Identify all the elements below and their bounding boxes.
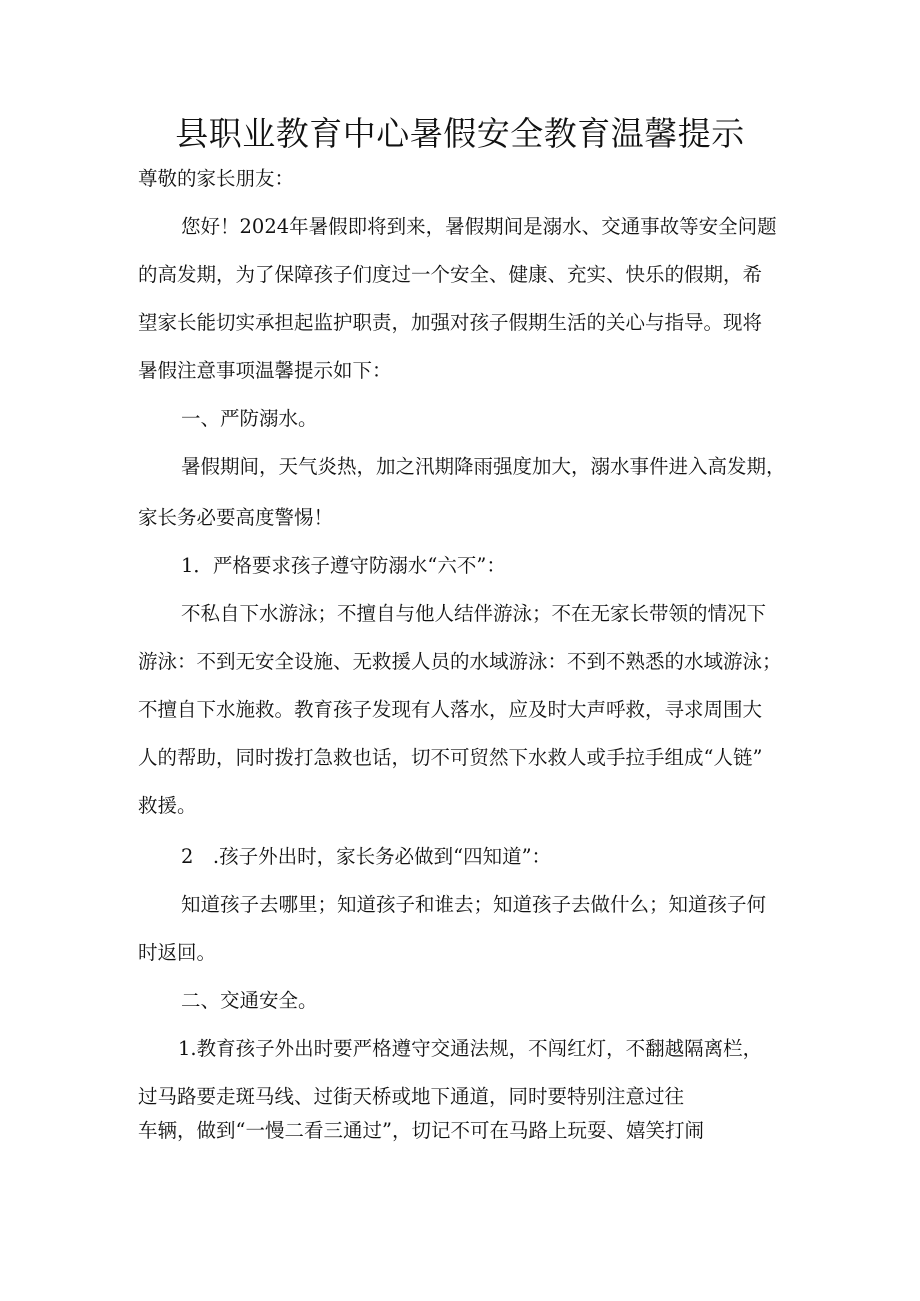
paragraph-line: 暑假注意事项温馨提示如下：	[138, 359, 392, 382]
paragraph-line: 车辆，做到“一慢二看三通过”，切记不可在马路上玩耍、嬉笑打闹	[138, 1119, 704, 1142]
paragraph-line: 不私自下水游泳；不擅自与他人结伴游泳；不在无家长带领的情况下	[181, 602, 767, 625]
salutation: 尊敬的家长朋友：	[138, 167, 295, 190]
section-heading: 一、严防溺水。	[181, 407, 318, 430]
paragraph-line: 不擅自下水施救。教育孩子发现有人落水，应及时大声呼救，寻求周围大	[138, 698, 763, 721]
paragraph-line: 1.教育孩子外出时要严格遵守交通法规，不闯红灯，不翻越隔离栏，	[178, 1037, 763, 1060]
paragraph-line: 的高发期，为了保障孩子们度过一个安全、健康、充实、快乐的假期，希	[138, 263, 763, 286]
paragraph-line: 救援。	[138, 794, 197, 817]
document-title: 县职业教育中心暑假安全教育温馨提示	[175, 114, 745, 153]
paragraph-line: 游泳：不到无安全设施、无救援人员的水域游泳：不到不熟悉的水域游泳；	[138, 650, 782, 673]
paragraph-line: 知道孩子去哪里；知道孩子和谁去；知道孩子去做什么；知道孩子何	[181, 893, 767, 916]
paragraph-line: 望家长能切实承担起监护职责，加强对孩子假期生活的关心与指导。现将	[138, 311, 763, 334]
subsection-heading: 2 .孩子外出时，家长务必做到“四知道”：	[181, 845, 552, 868]
section-heading: 二、交通安全。	[181, 989, 318, 1012]
paragraph-line: 时返回。	[138, 941, 217, 964]
paragraph-line: 人的帮助，同时拨打急救也话，切不可贸然下水救人或手拉手组成“人链”	[138, 746, 763, 769]
subsection-heading: 1．严格要求孩子遵守防溺水“六不”：	[181, 554, 506, 577]
paragraph-line: 过马路要走斑马线、过街天桥或地下通道，同时要特别注意过往	[138, 1085, 685, 1108]
paragraph-line: 家长务必要高度警惕！	[138, 506, 334, 529]
paragraph-line: 您好！2024年暑假即将到来，暑假期间是溺水、交通事故等安全问题	[181, 215, 777, 238]
paragraph-line: 暑假期间，天气炎热，加之汛期降雨强度加大，溺水事件进入高发期，	[181, 455, 786, 478]
